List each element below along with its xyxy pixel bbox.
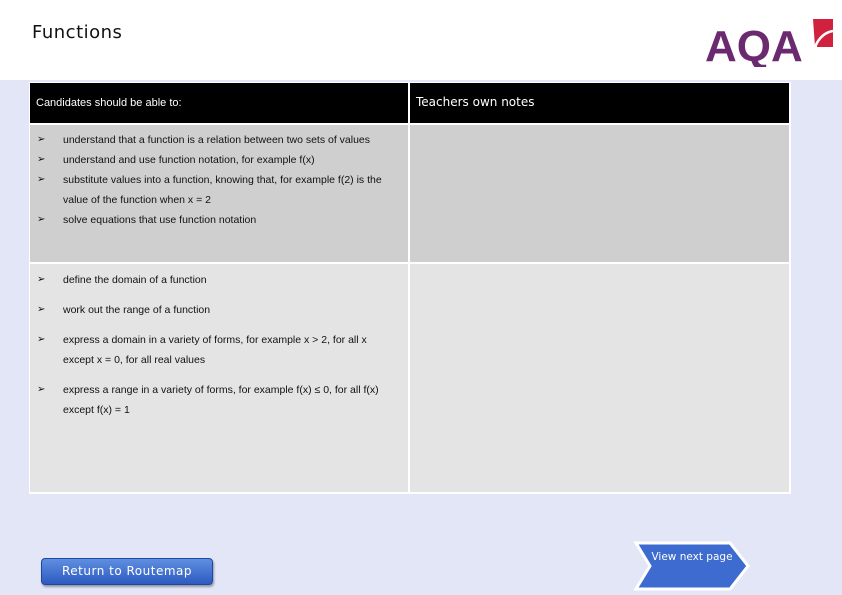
list-item: ➢ express a domain in a variety of forms, for example x > 2, for all x except x = 0, for all real values [30,330,408,370]
aqa-logo [705,17,835,72]
arrow-bullet-icon: ➢ [37,274,46,285]
next-arrow-icon [632,540,752,592]
list-item: ➢ work out the range of a function [30,300,408,320]
list-item: ➢ express a range in a variety of forms, for example f(x) ≤ 0, for all f(x) except f(x) = 1 [30,380,408,420]
content-table [29,82,791,494]
right-column-header [410,83,789,123]
list-item: ➢ understand and use function notation, for example f(x) [30,150,408,170]
arrow-bullet-icon: ➢ [37,304,46,315]
page-title: Functions [32,22,123,43]
arrow-bullet-icon: ➢ [37,334,46,345]
aqa-logo-text: AQA [705,22,803,67]
list-item: ➢ solve equations that use function notation [30,210,408,230]
arrow-bullet-icon: ➢ [37,174,46,185]
page-header [0,0,842,80]
view-next-page-button[interactable] [632,540,752,592]
row1-teacher-notes[interactable] [410,125,789,262]
view-next-page-label: View next page [651,551,733,563]
arrow-bullet-icon: ➢ [37,154,46,165]
arrow-bullet-icon: ➢ [37,134,46,145]
row2-teacher-notes[interactable] [410,264,789,492]
row1-objectives [30,125,408,262]
left-column-header [30,83,408,123]
right-header-text: Teachers own notes [416,95,535,109]
row2-objectives [30,264,408,492]
left-header-text: Candidates should be able to: [36,97,182,109]
list-item: ➢ define the domain of a function [30,270,408,290]
arrow-bullet-icon: ➢ [37,214,46,225]
arrow-bullet-icon: ➢ [37,384,46,395]
list-item: ➢ substitute values into a function, knowing that, for example f(2) is the value of the function when x = 2 [30,170,408,210]
return-to-routemap-button[interactable]: Return to Routemap [41,558,213,585]
list-item: ➢ understand that a function is a relation between two sets of values [30,130,408,150]
